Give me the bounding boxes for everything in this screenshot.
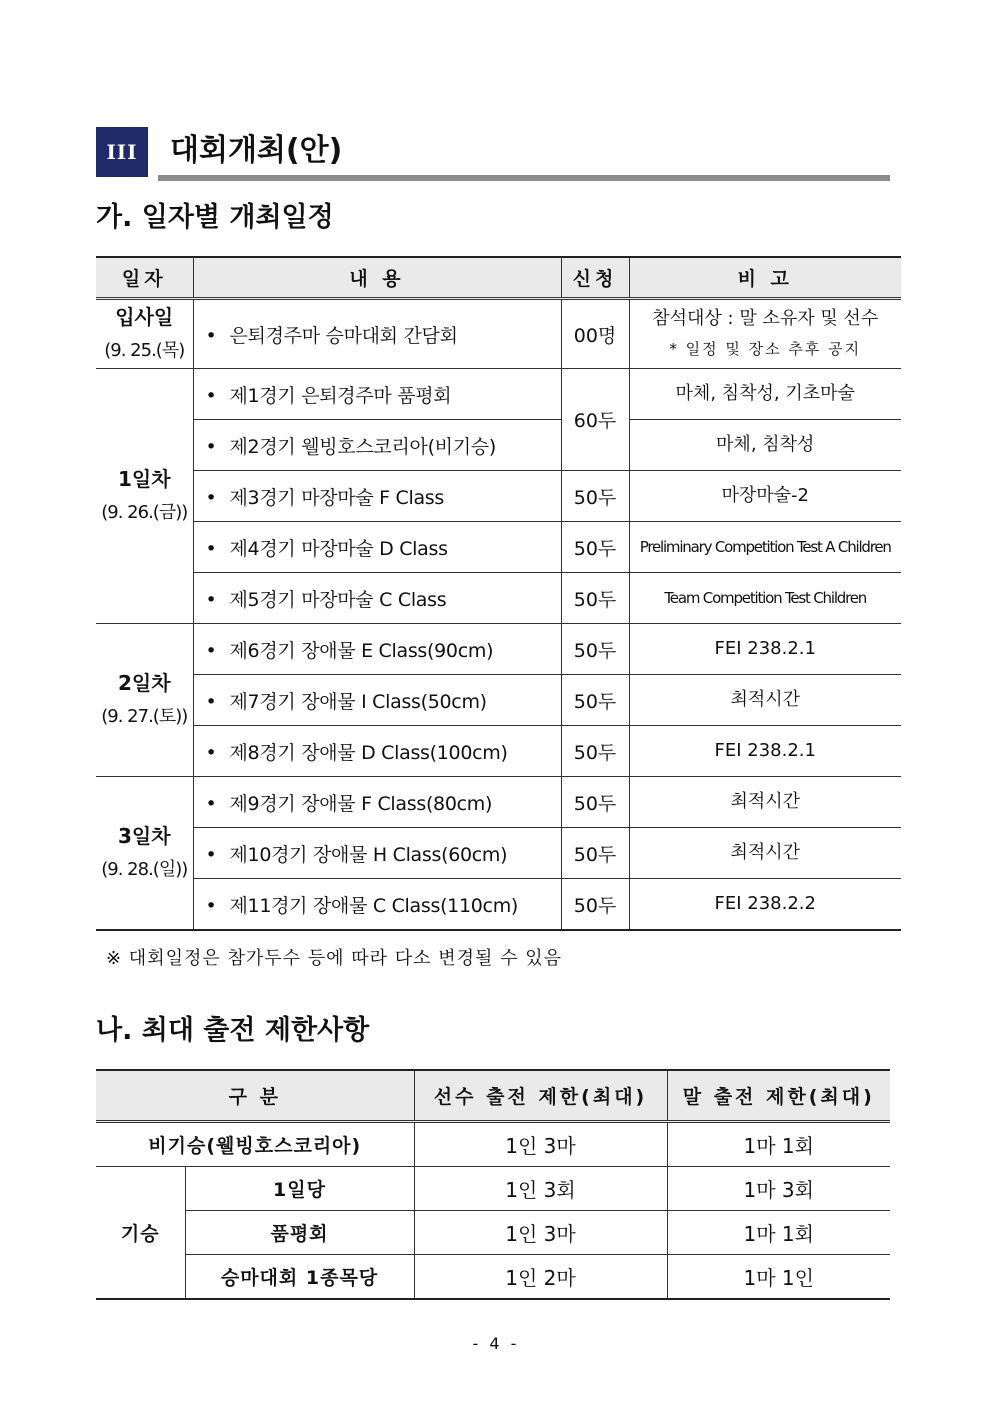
content-cell <box>193 573 561 624</box>
rider-limit-cell: 1인 3마 <box>414 1122 667 1167</box>
bullet: • <box>205 639 217 662</box>
schedule-heading: 가. 일자별 개최일정 <box>96 202 334 233</box>
header-note: 비 고 <box>629 257 901 299</box>
content-text: 제7경기 장애물 I Class(50cm) <box>229 690 487 713</box>
day-date: (9. 27.(토)) <box>101 706 188 727</box>
note-cell: 최적시간 <box>629 675 901 726</box>
horse-limit-cell: 1마 1회 <box>667 1211 890 1255</box>
day-cell-1 <box>96 369 193 624</box>
content-text: 제6경기 장애물 E Class(90cm) <box>229 639 494 662</box>
horse-limit-cell: 1마 1회 <box>667 1122 890 1167</box>
note-cell: FEI 238.2.2 <box>629 879 901 931</box>
subcategory-cell: 품평회 <box>185 1211 414 1255</box>
count-cell: 50두 <box>561 726 629 777</box>
section-number: III <box>96 127 148 177</box>
note-cell: FEI 238.2.1 <box>629 624 901 675</box>
table-row <box>96 879 901 931</box>
content-text: 제8경기 장애물 D Class(100cm) <box>229 741 508 764</box>
note-cell: Preliminary Competition Test A Children <box>629 522 901 573</box>
table-row <box>96 624 901 675</box>
section-header <box>96 127 892 181</box>
content-cell <box>193 420 561 471</box>
table-row <box>96 675 901 726</box>
count-cell: 50두 <box>561 522 629 573</box>
content-text: 제10경기 장애물 H Class(60cm) <box>229 843 508 866</box>
count-cell: 50두 <box>561 573 629 624</box>
bullet: • <box>205 324 217 347</box>
horse-limit-cell: 1마 1인 <box>667 1255 890 1300</box>
limits-header-row <box>96 1070 890 1122</box>
content-text: 제9경기 장애물 F Class(80cm) <box>229 792 493 815</box>
content-text: 제4경기 마장마술 D Class <box>229 537 448 560</box>
bullet: • <box>205 741 217 764</box>
bullet: • <box>205 537 217 560</box>
note-cell: 마체, 침착성, 기초마술 <box>629 369 901 420</box>
count-cell: 00명 <box>561 299 629 369</box>
note-line-small: * 일정 및 장소 추후 공지 <box>669 340 862 358</box>
note-line: 참석대상 : 말 소유자 및 선수 <box>652 308 879 329</box>
count-cell: 50두 <box>561 624 629 675</box>
day-name: 입사일 <box>115 305 174 329</box>
content-cell <box>193 879 561 931</box>
limits-heading: 나. 최대 출전 제한사항 <box>96 1015 370 1046</box>
content-cell <box>193 369 561 420</box>
day-name: 3일차 <box>117 824 171 848</box>
table-row <box>96 573 901 624</box>
table-row <box>96 299 901 369</box>
bullet: • <box>205 588 217 611</box>
bullet: • <box>205 843 217 866</box>
header-rider-limit: 선수 출전 제한(최대) <box>414 1070 667 1122</box>
day-name: 2일차 <box>117 671 171 695</box>
bullet: • <box>205 486 217 509</box>
table-row <box>96 1167 890 1211</box>
header-date: 일자 <box>96 257 193 299</box>
content-cell <box>193 522 561 573</box>
day-cell-3 <box>96 777 193 931</box>
day-date: (9. 25.(목) <box>104 340 185 361</box>
day-cell-prelim <box>96 299 193 369</box>
table-row <box>96 726 901 777</box>
bullet: • <box>205 384 217 407</box>
count-cell: 50두 <box>561 675 629 726</box>
table-row <box>96 369 901 420</box>
bullet: • <box>205 435 217 458</box>
count-cell: 60두 <box>561 369 629 471</box>
table-row <box>96 777 901 828</box>
content-cell <box>193 675 561 726</box>
header-count: 신청 <box>561 257 629 299</box>
note-cell: 마체, 침착성 <box>629 420 901 471</box>
table-row <box>96 1122 890 1167</box>
note-cell: Team Competition Test Children <box>629 573 901 624</box>
content-cell <box>193 624 561 675</box>
page-number: - 4 - <box>472 1334 520 1353</box>
content-cell <box>193 828 561 879</box>
note-cell: 마장마술-2 <box>629 471 901 522</box>
header-content: 내 용 <box>193 257 561 299</box>
bullet: • <box>205 690 217 713</box>
count-cell: 50두 <box>561 471 629 522</box>
content-cell <box>193 471 561 522</box>
content-cell <box>193 726 561 777</box>
table-row <box>96 420 901 471</box>
horse-limit-cell: 1마 3회 <box>667 1167 890 1211</box>
count-cell: 50두 <box>561 777 629 828</box>
rider-limit-cell: 1인 2마 <box>414 1255 667 1300</box>
day-cell-2 <box>96 624 193 777</box>
content-cell <box>193 777 561 828</box>
header-horse-limit: 말 출전 제한(최대) <box>667 1070 890 1122</box>
section-rule <box>158 175 890 181</box>
count-cell: 50두 <box>561 879 629 931</box>
content-text: 은퇴경주마 승마대회 간담회 <box>229 324 458 347</box>
rider-limit-cell: 1인 3회 <box>414 1167 667 1211</box>
note-cell <box>629 299 901 369</box>
category-cell: 비기승(웰빙호스코리아) <box>96 1122 414 1167</box>
table-row <box>96 1255 890 1300</box>
content-cell <box>193 299 561 369</box>
note-cell: 최적시간 <box>629 828 901 879</box>
content-text: 제1경기 은퇴경주마 품평회 <box>229 384 452 407</box>
header-category: 구 분 <box>96 1070 414 1122</box>
bullet: • <box>205 894 217 917</box>
schedule-header-row <box>96 257 901 299</box>
subcategory-cell: 1일당 <box>185 1167 414 1211</box>
day-name: 1일차 <box>117 467 171 491</box>
day-date: (9. 26.(금)) <box>101 502 188 523</box>
content-text: 제11경기 장애물 C Class(110cm) <box>229 894 519 917</box>
bullet: • <box>205 792 217 815</box>
limits-table <box>96 1069 890 1300</box>
table-row <box>96 828 901 879</box>
count-cell: 50두 <box>561 828 629 879</box>
note-cell: FEI 238.2.1 <box>629 726 901 777</box>
content-text: 제3경기 마장마술 F Class <box>229 486 445 509</box>
section-title: 대회개최(안) <box>170 133 343 168</box>
table-row <box>96 522 901 573</box>
subcategory-cell: 승마대회 1종목당 <box>185 1255 414 1300</box>
note-cell: 최적시간 <box>629 777 901 828</box>
table-row <box>96 1211 890 1255</box>
schedule-footnote: ※ 대회일정은 참가두수 등에 따라 다소 변경될 수 있음 <box>106 948 563 969</box>
schedule-table <box>96 256 901 931</box>
day-date: (9. 28.(일)) <box>101 859 188 880</box>
table-row <box>96 471 901 522</box>
rider-limit-cell: 1인 3마 <box>414 1211 667 1255</box>
content-text: 제5경기 마장마술 C Class <box>229 588 447 611</box>
content-text: 제2경기 웰빙호스코리아(비기승) <box>229 435 496 458</box>
category-cell-riding: 기승 <box>96 1167 185 1300</box>
